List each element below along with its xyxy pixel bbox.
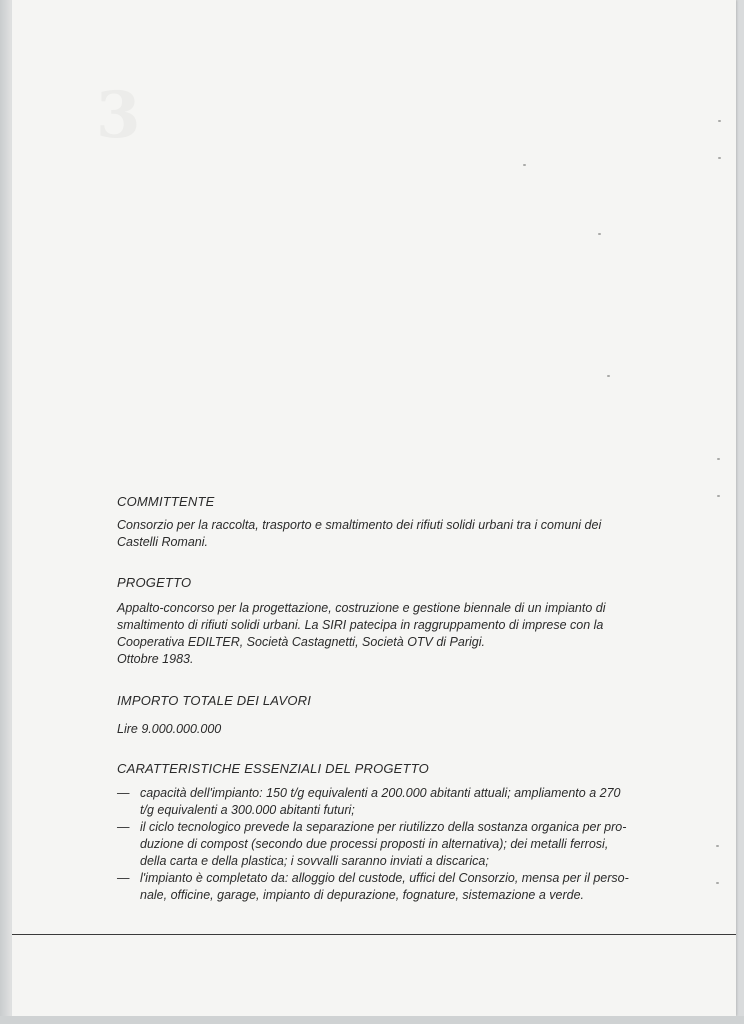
feature-list [117, 785, 662, 904]
paper-speck [718, 157, 721, 159]
section-heading: IMPORTO TOTALE DEI LAVORI [117, 693, 312, 708]
amount-value: Lire 9.000.000.000 [117, 722, 222, 736]
list-item-line: nale, officine, garage, impianto di depurazione, fognature, sistemazione a verde. [140, 888, 585, 902]
paper-speck [717, 458, 720, 460]
dash-marker: — [117, 786, 130, 800]
paper-speck [607, 375, 610, 377]
section-progetto [117, 574, 662, 668]
section-heading: PROGETTO [117, 575, 192, 590]
list-item-line: duzione di compost (secondo due processi proposti in alternativa); dei metalli ferrosi, [140, 837, 609, 851]
section-heading: COMMITTENTE [117, 494, 215, 509]
list-item-line: della carta e della plastica; i sovvalli saranno inviati a discarica; [140, 854, 489, 868]
section-caratteristiche [117, 760, 662, 904]
paper-speck [523, 164, 526, 166]
section-paragraph [117, 600, 662, 668]
paragraph-line: smaltimento di rifiuti solidi urbani. La SIRI patecipa in raggruppamento di imprese con la [117, 618, 604, 632]
dash-marker: — [117, 820, 130, 834]
paragraph-line: Appalto-concorso per la progettazione, costruzione e gestione biennale di un impianto di [117, 601, 606, 615]
document-body [117, 493, 662, 904]
faded-page-number: 3 [96, 78, 141, 153]
page-left-edge [0, 0, 12, 1024]
paper-speck [716, 845, 719, 847]
paragraph-line: Castelli Romani. [117, 535, 209, 549]
paragraph-line: Ottobre 1983. [117, 652, 194, 666]
paper-speck [718, 120, 721, 122]
footer-rule [12, 934, 736, 935]
paper-speck [598, 233, 601, 235]
list-item-line: t/g equivalenti a 300.000 abitanti futuri; [140, 803, 355, 817]
list-item-line: l'impianto è completato da: alloggio del custode, uffici del Consorzio, mensa per il perso- [140, 871, 629, 885]
dash-marker: — [117, 871, 130, 885]
section-heading: CARATTERISTICHE ESSENZIALI DEL PROGETTO [117, 761, 429, 776]
list-item-line: capacità dell'impianto: 150 t/g equivalenti a 200.000 abitanti attuali; ampliamento a 270 [140, 786, 621, 800]
section-importo [117, 692, 662, 738]
page-bottom-edge [0, 1016, 744, 1024]
list-item [117, 870, 662, 904]
paper-speck [717, 495, 720, 497]
section-committente [117, 493, 662, 551]
paragraph-line: Cooperativa EDILTER, Società Castagnetti, Società OTV di Parigi. [117, 635, 485, 649]
paper-speck [716, 882, 719, 884]
section-paragraph [117, 517, 662, 551]
list-item [117, 785, 662, 819]
list-item-line: il ciclo tecnologico prevede la separazione per riutilizzo della sostanza organica per pro- [140, 820, 627, 834]
paragraph-line: Consorzio per la raccolta, trasporto e smaltimento dei rifiuti solidi urbani tra i comuni dei [117, 518, 602, 532]
list-item [117, 819, 662, 870]
